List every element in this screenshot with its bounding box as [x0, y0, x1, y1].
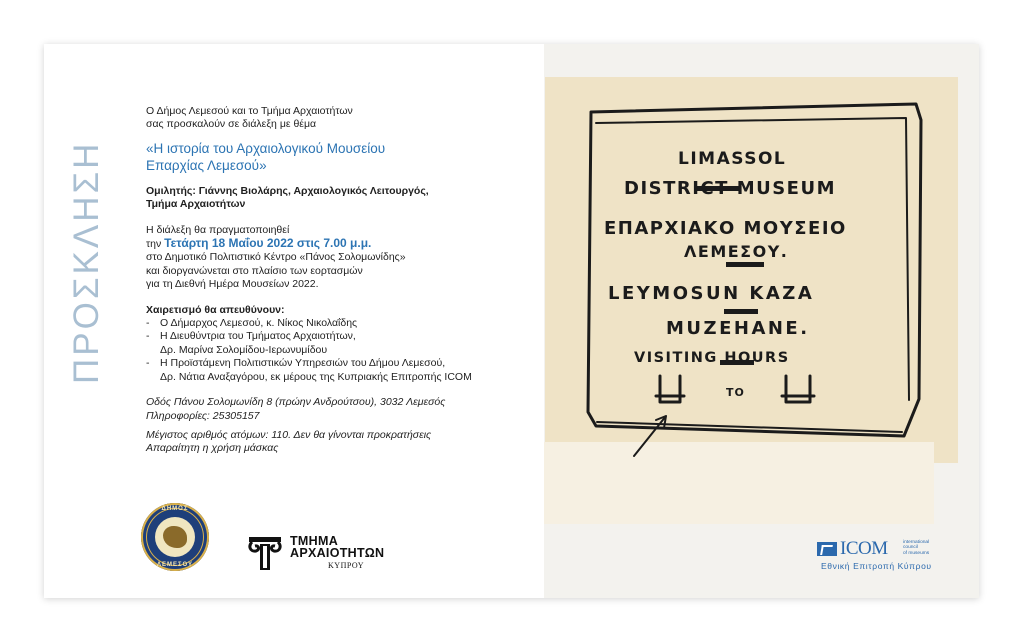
icom-small-line: of museums [903, 550, 930, 556]
greeting-line: Ο Δήμαρχος Λεμεσού, κ. Νίκος Νικολαΐδης [160, 317, 358, 330]
invitation-card [44, 44, 979, 598]
invitation-text-panel [44, 44, 544, 598]
mask-line: Απαραίτητη η χρήση μάσκας [146, 442, 279, 455]
museum-sign-sketch [544, 44, 979, 598]
column-capital-icon [246, 534, 284, 572]
lecture-title-line: «Η ιστορία του Αρχαιολογικού Μουσείου [146, 140, 386, 156]
seal-top-text: ΔΗΜΟΣ [161, 506, 189, 512]
icom-small-text [903, 540, 929, 556]
details-line: Η διάλεξη θα πραγματοποιηθεί [146, 223, 290, 236]
event-date: Τετάρτη 18 Μαΐου 2022 στις 7.00 μ.μ. [164, 236, 372, 251]
greeting-line: Δρ. Νάτια Αναξαγόρου, εκ μέρους της Κυπριακής Επιτροπής ICOM [160, 370, 472, 383]
invitation-content [146, 105, 536, 456]
sketch-line-3: ΕΠΑΡΧΙΑΚΟ ΜΟΥΣΕΙΟ [604, 218, 847, 239]
intro-line: Ο Δήμος Λεμεσού και το Τμήμα Αρχαιοτήτων [146, 105, 353, 117]
department-name-line2: ΑΡΧΑΙΟΤΗΤΩΝ [290, 546, 385, 560]
department-name-line3: ΚΥΠΡΟΥ [328, 561, 364, 570]
details-date-line [146, 237, 536, 251]
seal-bottom-text: ΛΕΜΕΣΟΥ [156, 562, 194, 568]
capacity-line: Μέγιστος αριθμός ατόμων: 110. Δεν θα γίνονται προκρατήσεις [146, 428, 432, 441]
icom-small-line: international [903, 540, 930, 545]
museum-sign-sketch-panel [544, 44, 979, 598]
spacer [146, 384, 536, 396]
greeting-item [146, 330, 536, 357]
icom-logo [817, 538, 967, 574]
greetings-list [146, 317, 536, 384]
pointer-arrow [634, 416, 666, 456]
lecture-title [146, 140, 536, 174]
sketch-line-6: MUZEHANE. [666, 318, 810, 339]
details-prefix: την [146, 238, 162, 251]
speaker [146, 185, 536, 212]
divider-1 [726, 262, 764, 267]
hours-box-left [656, 376, 684, 402]
greeting-item [146, 357, 536, 384]
sketch-line-2: DISTRICT MUSEUM [624, 178, 837, 199]
spacer [146, 292, 536, 304]
speaker-line: Ομιλητής: Γιάννης Βιολάρης, Αρχαιολογικός Λειτουργός, [146, 184, 429, 197]
details-line: στο Δημοτικό Πολιτιστικό Κέντρο «Πάνος Σολομωνίδης» [146, 251, 406, 264]
icom-mark-icon [817, 542, 837, 556]
phone-line: Πληροφορίες: 25305157 [146, 409, 260, 422]
intro-line: σας προσκαλούν σε διάλεξη με θέμα [146, 118, 317, 131]
divider-2 [724, 309, 758, 314]
speaker-line: Τμήμα Αρχαιοτήτων [146, 198, 246, 211]
spacer [146, 212, 536, 224]
limassol-municipality-seal [141, 503, 209, 571]
hours-box-right [782, 376, 814, 402]
seal-center [155, 517, 195, 557]
details-line: και διοργανώνεται στο πλαίσιο των εορτασμών [146, 264, 363, 277]
antiquities-department-logo [246, 534, 416, 574]
icom-name: ICOM [840, 538, 888, 559]
lion-icon [163, 526, 187, 548]
icom-national-committee: Εθνική Επιτροπή Κύπρου [821, 561, 932, 571]
icom-small-line: council [903, 545, 918, 551]
sketch-line-1: LIMASSOL [678, 149, 787, 169]
address-line: Οδός Πάνου Σολομωνίδη 8 (πρώην Ανδρούτσου), 3032 Λεμεσός [146, 396, 446, 409]
details-line: για τη Διεθνή Ημέρα Μουσείων 2022. [146, 278, 319, 291]
department-name-line1: ΤΜΗΜΑ [290, 534, 339, 548]
greeting-line: Η Προϊστάμενη Πολιτιστικών Υπηρεσιών του Δήμου Λεμεσού, [160, 357, 446, 370]
sketch-line-5: LEYMOSUN KAZA [608, 283, 815, 304]
sketch-line-4: ΛΕΜΕΣΟΥ. [684, 242, 789, 261]
lecture-title-line: Επαρχίας Λεμεσού» [146, 157, 267, 173]
greeting-line: Η Διευθύντρια του Τμήματος Αρχαιοτήτων, [160, 330, 356, 343]
greeting-line: Δρ. Μαρίνα Σολομίδου-Ιερωνυμίδου [160, 343, 328, 356]
greetings-heading: Χαιρετισμό θα απευθύνουν: [146, 303, 285, 316]
sketch-line-8: TO [726, 386, 745, 399]
greeting-item [146, 317, 536, 330]
sketch-line-7: VISITING HOURS [634, 350, 790, 366]
vertical-title: ΠΡΟΣΚΛΗΣΗ [67, 140, 106, 384]
